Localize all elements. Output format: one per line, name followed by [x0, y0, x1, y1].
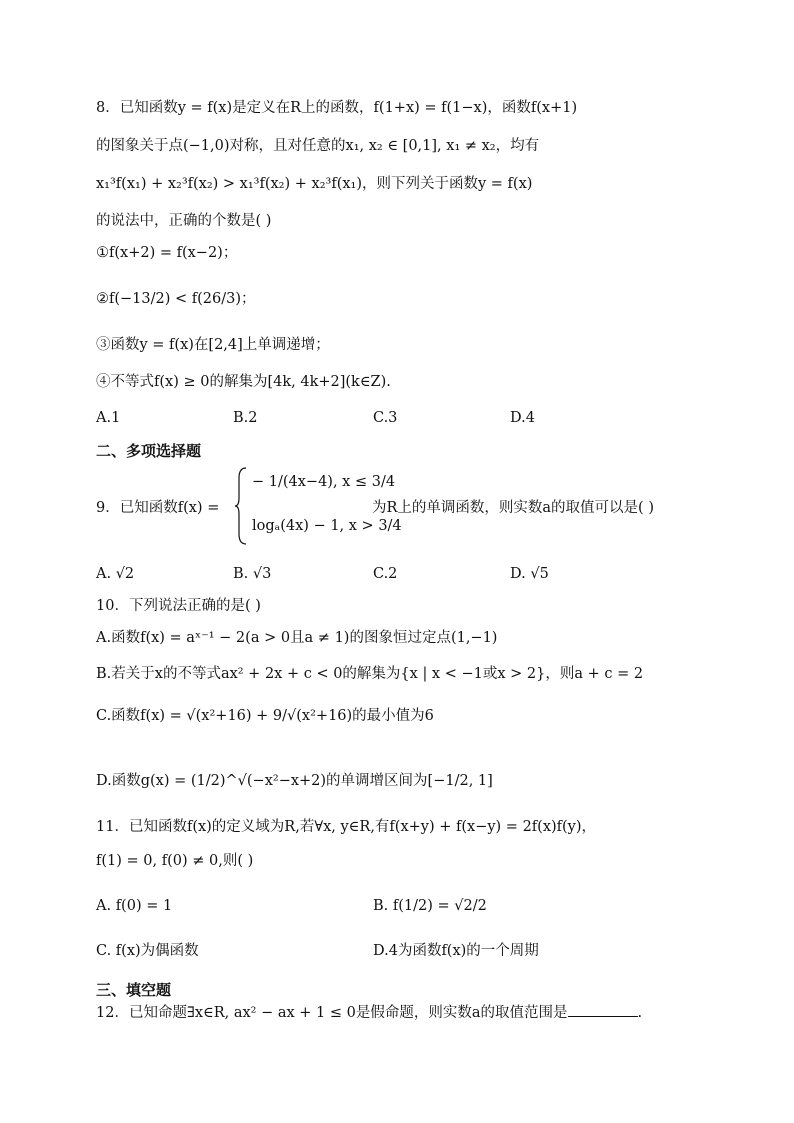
q11-option-a: A. f(0) = 1 [96, 898, 173, 914]
q8-statement-3: ③函数y = f(x)在[2,4]上单调递增； [96, 337, 330, 353]
q10-option-d: D.函数g(x) = (1/2)^√(−x²−x+2)的单调增区间为[−1/2, 1] [96, 773, 493, 789]
q8-option-a: A.1 [96, 410, 121, 426]
q12-line [96, 1002, 642, 1023]
q9-suffix: 为R上的单调函数，则实数a的取值可以是( ) [372, 500, 654, 516]
q8-option-b: B.2 [233, 410, 258, 426]
q8-option-c: C.3 [373, 410, 398, 426]
q11-line1: 11．已知函数f(x)的定义域为R,若∀x, y∈R,有f(x+y) + f(x−y) = 2f(x)f(y)， [96, 819, 597, 835]
q8-line4: 的说法中，正确的个数是( ) [96, 213, 272, 229]
q8-line1: 8．已知函数y = f(x)是定义在R上的函数，f(1+x) = f(1−x)，函数f(x+1) [96, 100, 578, 116]
q8-statement-4: ④不等式f(x) ≥ 0的解集为[4k, 4k+2](k∈Z). [96, 374, 391, 390]
q9-case-1: − 1/(4x−4), x ≤ 3/4 [252, 474, 396, 490]
q8-line2: 的图象关于点(−1,0)对称，且对任意的x₁, x₂ ∈ [0,1], x₁ ≠ x₂，均有 [96, 138, 540, 154]
q10-option-c: C.函数f(x) = √(x²+16) + 9/√(x²+16)的最小值为6 [96, 708, 434, 724]
q9-option-d: D. √5 [510, 566, 549, 582]
q8-line3: x₁³f(x₁) + x₂³f(x₂) > x₁³f(x₂) + x₂³f(x₁)，则下列关于函数y = f(x) [96, 176, 533, 192]
q9-prefix: 9．已知函数f(x) = [96, 500, 220, 516]
left-brace-icon [234, 466, 248, 546]
q9-option-a: A. √2 [96, 566, 135, 582]
q12-text: 12．已知命题∃x∈R, ax² − ax + 1 ≤ 0是假命题，则实数a的取值范围是 [96, 1005, 568, 1021]
q9-option-b: B. √3 [233, 566, 272, 582]
q11-line2: f(1) = 0, f(0) ≠ 0,则( ) [96, 853, 254, 869]
section-heading-fill-in: 三、填空题 [96, 981, 172, 999]
section-heading-multiple-choice: 二、多项选择题 [96, 442, 202, 460]
q8-option-d: D.4 [510, 410, 535, 426]
q11-option-d: D.4为函数f(x)的一个周期 [373, 943, 539, 959]
q9-case-2: logₐ(4x) − 1, x > 3/4 [252, 518, 402, 534]
q10-stem: 10．下列说法正确的是( ) [96, 598, 261, 614]
q10-option-a: A.函数f(x) = aˣ⁻¹ − 2(a > 0且a ≠ 1)的图象恒过定点(1,−1) [96, 630, 498, 646]
q10-option-b: B.若关于x的不等式ax² + 2x + c < 0的解集为{x | x < −1或x > 2}，则a + c = 2 [96, 666, 644, 682]
answer-blank [568, 1002, 638, 1017]
q12-period: . [637, 1005, 643, 1021]
q11-option-c: C. f(x)为偶函数 [96, 943, 199, 959]
q11-option-b: B. f(1/2) = √2/2 [373, 898, 487, 914]
q8-statement-1: ①f(x+2) = f(x−2)； [96, 245, 238, 261]
q9-option-c: C.2 [373, 566, 398, 582]
q8-statement-2: ②f(−13/2) < f(26/3)； [96, 291, 256, 307]
